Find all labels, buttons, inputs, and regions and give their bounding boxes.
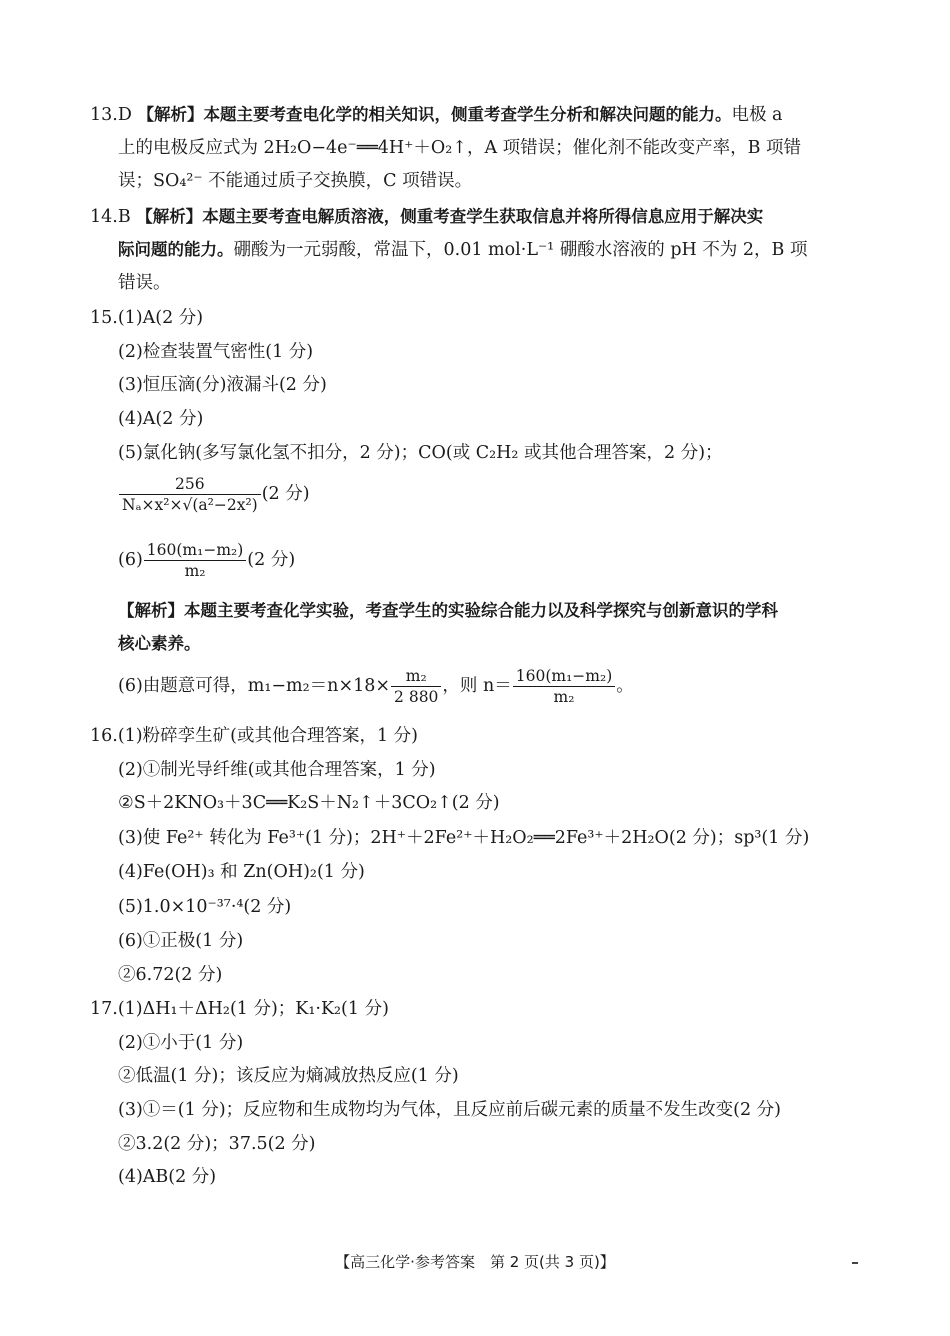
q16-part6: (6)①正极(1 分) xyxy=(118,931,244,951)
q17-part3: (3)①＝(1 分)；反应物和生成物均为气体，且反应前后碳元素的质量不发生改变(2 分) xyxy=(118,1100,781,1120)
scan-mark xyxy=(852,1262,858,1264)
q15-part5: (5)氯化钠(多写氯化氢不扣分，2 分)；CO(或 C₂H₂ 或其他合理答案，2 分)； xyxy=(118,443,723,463)
q16-part4: (4)Fe(OH)₃ 和 Zn(OH)₂(1 分) xyxy=(118,862,365,882)
q17-part4: (4)AB(2 分) xyxy=(118,1167,217,1187)
fraction-numerator: 160(m₁−m₂) xyxy=(515,667,613,685)
fraction-denominator: Nₐ×x²×√(a²−2x²) xyxy=(119,494,261,515)
q13-analysis-bold: 【解析】本题主要考查电化学的相关知识，侧重考查学生分析和解决问题的能力。 xyxy=(137,105,732,124)
q13-line2: 上的电极反应式为 2H₂O−4e⁻══4H⁺＋O₂↑，A 项错误；催化剂不能改变产率，B 项错 xyxy=(118,138,802,158)
q15-analysis-line3 xyxy=(118,666,634,707)
page-footer: 【高三化学·参考答案 第 2 页(共 3 页)】 xyxy=(335,1253,615,1271)
q16-part5: (5)1.0×10⁻³⁷·⁴(2 分) xyxy=(118,897,292,917)
analysis-text: 。 xyxy=(616,676,634,696)
q14-number: 14.B xyxy=(90,207,131,227)
q15-part3: (3)恒压滴(分)液漏斗(2 分) xyxy=(118,375,327,395)
q17-part1: 17.(1)ΔH₁＋ΔH₂(1 分)；K₁·K₂(1 分) xyxy=(90,999,389,1019)
fraction-numerator: 256 xyxy=(175,475,205,493)
q14-line1 xyxy=(90,205,763,229)
fraction xyxy=(144,540,247,581)
fraction-numerator: m₂ xyxy=(405,667,427,685)
q13-number: 13.D xyxy=(90,105,132,125)
fraction xyxy=(119,474,261,515)
q16-part1: 16.(1)粉碎孪生矿(或其他合理答案，1 分) xyxy=(90,726,418,746)
q13-line3: 误；SO₄²⁻ 不能通过质子交换膜，C 项错误。 xyxy=(118,171,473,191)
q13-line1 xyxy=(90,103,782,127)
q17-part2: (2)①小于(1 分) xyxy=(118,1033,244,1053)
q15-analysis-line2: 核心素养。 xyxy=(118,634,201,653)
q15-part6 xyxy=(118,540,295,581)
q14-line2 xyxy=(118,238,807,262)
q16-part3: (3)使 Fe²⁺ 转化为 Fe³⁺(1 分)；2H⁺＋2Fe²⁺＋H₂O₂══2Fe³⁺＋2H₂O(2 分)；sp³(1 分) xyxy=(118,828,810,848)
fraction-denominator: m₂ xyxy=(144,560,247,581)
q14-line3: 错误。 xyxy=(118,273,171,293)
q15-part1: 15.(1)A(2 分) xyxy=(90,308,204,328)
analysis-text: (6)由题意可得，m₁−m₂＝n×18× xyxy=(118,676,391,696)
fraction-numerator: 160(m₁−m₂) xyxy=(146,541,244,559)
part-label: (6) xyxy=(118,550,143,570)
q13-text: 电极 a xyxy=(731,105,783,125)
score: (2 分) xyxy=(247,550,296,570)
q17-part3b: ②3.2(2 分)；37.5(2 分) xyxy=(118,1134,316,1154)
fraction-denominator: m₂ xyxy=(513,686,616,707)
fraction xyxy=(513,666,616,707)
q14-analysis-bold-2: 际问题的能力。 xyxy=(118,240,234,259)
q16-part2: (2)①制光导纤维(或其他合理答案，1 分) xyxy=(118,760,436,780)
q15-part2: (2)检查装置气密性(1 分) xyxy=(118,342,314,362)
score: (2 分) xyxy=(261,484,310,504)
q14-analysis-bold: 【解析】本题主要考查电解质溶液，侧重考查学生获取信息并将所得信息应用于解决实 xyxy=(136,207,764,226)
q16-part6b: ②6.72(2 分) xyxy=(118,965,223,985)
q15-analysis-line1: 【解析】本题主要考查化学实验，考查学生的实验综合能力以及科学探究与创新意识的学科 xyxy=(118,601,778,620)
q16-part2b: ②S＋2KNO₃＋3C══K₂S＋N₂↑＋3CO₂↑(2 分) xyxy=(118,793,500,813)
fraction-denominator: 2 880 xyxy=(391,686,441,707)
analysis-text: ，则 n＝ xyxy=(442,676,512,696)
q15-part5-formula xyxy=(118,474,310,515)
fraction xyxy=(391,666,441,707)
q14-text: 硼酸为一元弱酸，常温下，0.01 mol·L⁻¹ 硼酸水溶液的 pH 不为 2，B 项 xyxy=(233,240,808,260)
q15-part4: (4)A(2 分) xyxy=(118,409,204,429)
q17-part2b: ②低温(1 分)；该反应为熵减放热反应(1 分) xyxy=(118,1066,459,1086)
